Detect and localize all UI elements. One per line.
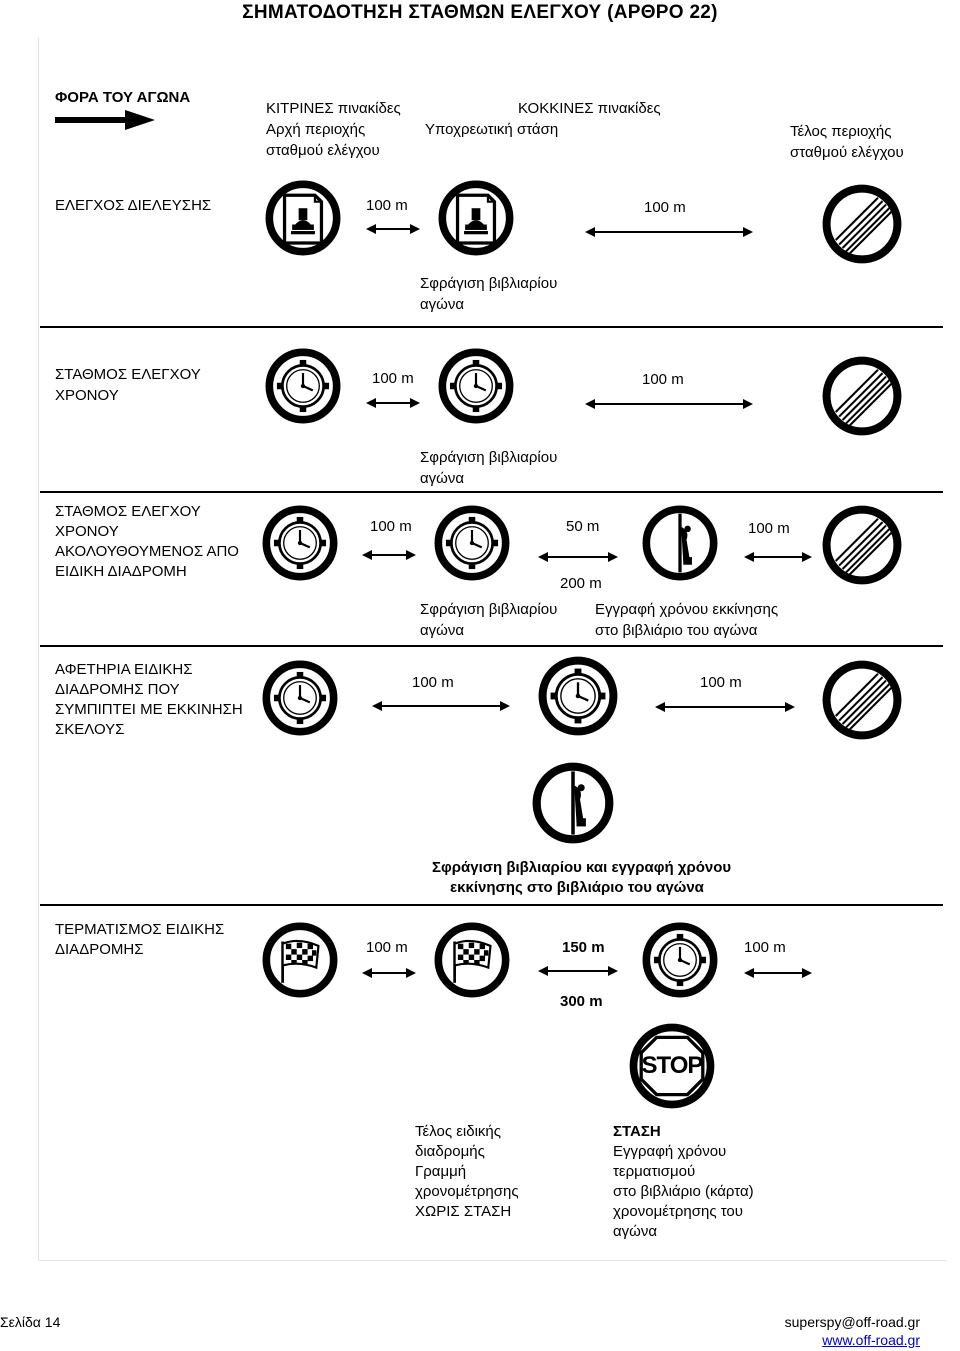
- caption: αγώνα: [420, 470, 465, 487]
- section-label: ΑΦΕΤΗΡΙΑ ΕΙΔΙΚΗΣ: [55, 661, 193, 678]
- section-label: ΔΙΑΔΡΟΜΗΣ: [55, 941, 144, 958]
- footer-website-link[interactable]: www.off-road.gr: [822, 1332, 920, 1348]
- section-label: ΕΛΕΓΧΟΣ ΔΙΕΛΕΥΣΗΣ: [55, 197, 212, 214]
- yellow-signs-label: ΚΙΤΡΙΝΕΣ πινακίδες: [266, 100, 401, 117]
- caption: Τέλος ειδικής: [415, 1123, 501, 1140]
- section-label: ΧΡΟΝΟΥ: [55, 387, 119, 404]
- distance-label: 100 m: [370, 518, 412, 535]
- distance-label: 100 m: [642, 371, 684, 388]
- section-label: ΑΚΟΛΟΥΘΟΥΜΕΝΟΣ ΑΠΟ: [55, 543, 239, 560]
- section-divider: [40, 491, 943, 493]
- distance-label: 100 m: [700, 674, 742, 691]
- end-zone-sign-icon: [822, 505, 902, 585]
- stop-sign-icon: [628, 1022, 716, 1110]
- distance-label: 100 m: [744, 939, 786, 956]
- caption: Γραμμή: [415, 1163, 467, 1180]
- stop-sign-text: STOP: [641, 1052, 703, 1079]
- total-distance-label: 200 m: [560, 575, 602, 592]
- total-distance-label: 300 m: [560, 993, 603, 1010]
- distance-label: 150 m: [562, 939, 605, 956]
- direction-label: ΦΟΡΑ ΤΟΥ ΑΓΩΝΑ: [55, 89, 191, 106]
- section-label: ΣΤΑΘΜΟΣ ΕΛΕΓΧΟΥ: [55, 366, 201, 383]
- flag-person-sign-icon: [642, 505, 718, 581]
- distance-label: 100 m: [748, 520, 790, 537]
- flag-person-sign-icon: [532, 762, 614, 844]
- clock-sign-icon: [642, 922, 718, 998]
- page-number: Σελίδα 14: [0, 1314, 61, 1330]
- double-arrow-icon: [372, 699, 510, 713]
- footer-email: superspy@off-road.gr: [784, 1314, 920, 1330]
- caption: τερματισμού: [613, 1163, 696, 1180]
- clock-sign-icon: [538, 656, 618, 736]
- caption: στο βιβλιάριο (κάρτα): [613, 1183, 754, 1200]
- end-zone-sign-icon: [822, 356, 902, 436]
- distance-label: 100 m: [412, 674, 454, 691]
- caption: Σφράγιση βιβλιαρίου: [420, 449, 558, 466]
- section-divider: [40, 326, 943, 328]
- double-arrow-icon: [366, 396, 420, 410]
- section-divider: [40, 904, 943, 906]
- end-zone-label: σταθμού ελέγχου: [790, 144, 904, 161]
- distance-label: 100 m: [644, 199, 686, 216]
- caption: Σφράγιση βιβλιαρίου: [420, 601, 558, 618]
- caption: στο βιβλιάριο του αγώνα: [595, 622, 758, 639]
- double-arrow-icon: [744, 966, 812, 980]
- distance-label: 50 m: [566, 518, 600, 535]
- caption: χρονομέτρησης: [415, 1183, 519, 1200]
- clock-sign-icon: [262, 505, 338, 581]
- caption: διαδρομής: [415, 1143, 485, 1160]
- direction-arrow-icon: [55, 108, 155, 132]
- caption: αγώνα: [420, 622, 465, 639]
- section-label: ΣΚΕΛΟΥΣ: [55, 721, 125, 738]
- caption: αγώνα: [420, 296, 465, 313]
- distance-label: 100 m: [372, 370, 414, 387]
- section-label: ΧΡΟΝΟΥ: [55, 523, 119, 540]
- caption: Εγγραφή χρόνου: [613, 1143, 727, 1160]
- distance-label: 100 m: [366, 939, 408, 956]
- caption: εκκίνησης στο βιβλιάριο του αγώνα: [450, 879, 704, 896]
- double-arrow-icon: [744, 550, 812, 564]
- caption: χρονομέτρησης του: [613, 1203, 743, 1220]
- yellow-signs-desc: σταθμού ελέγχου: [266, 142, 380, 159]
- stamp-sign-icon: [265, 180, 341, 256]
- double-arrow-icon: [362, 966, 416, 980]
- distance-label: 100 m: [366, 197, 408, 214]
- red-signs-desc: Υποχρεωτική στάση: [425, 121, 559, 138]
- clock-sign-icon: [438, 348, 514, 424]
- clock-sign-icon: [265, 348, 341, 424]
- red-signs-label: ΚΟΚΚΙΝΕΣ πινακίδες: [518, 100, 661, 117]
- double-arrow-icon: [655, 700, 795, 714]
- page-title: ΣΗΜΑΤΟΔΟΤΗΣΗ ΣΤΑΘΜΩΝ ΕΛΕΓΧΟΥ (ΑΡΘΡΟ 22): [242, 2, 718, 23]
- end-zone-label: Τέλος περιοχής: [790, 123, 892, 140]
- caption: Εγγραφή χρόνου εκκίνησης: [595, 601, 779, 618]
- checkered-flag-sign-icon: [262, 922, 338, 998]
- section-divider: [40, 645, 943, 647]
- double-arrow-icon: [366, 222, 420, 236]
- section-label: ΤΕΡΜΑΤΙΣΜΟΣ ΕΙΔΙΚΗΣ: [55, 921, 225, 938]
- double-arrow-icon: [362, 548, 416, 562]
- section-label: ΔΙΑΔΡΟΜΗΣ ΠΟΥ: [55, 681, 180, 698]
- clock-sign-icon: [262, 660, 338, 736]
- yellow-signs-desc: Αρχή περιοχής: [266, 121, 366, 138]
- double-arrow-icon: [538, 550, 618, 564]
- caption: Σφράγιση βιβλιαρίου και εγγραφή χρόνου: [432, 859, 732, 876]
- double-arrow-icon: [538, 964, 618, 978]
- section-label: ΕΙΔΙΚΗ ΔΙΑΔΡΟΜΗ: [55, 563, 187, 580]
- caption: αγώνα: [613, 1223, 658, 1240]
- double-arrow-icon: [585, 397, 753, 411]
- end-zone-sign-icon: [822, 660, 902, 740]
- section-label: ΣΥΜΠΙΠΤΕΙ ΜΕ ΕΚΚΙΝΗΣΗ: [55, 701, 243, 718]
- caption: ΧΩΡΙΣ ΣΤΑΣΗ: [415, 1203, 512, 1220]
- caption: Σφράγιση βιβλιαρίου: [420, 275, 558, 292]
- checkered-flag-sign-icon: [434, 922, 510, 998]
- clock-sign-icon: [434, 505, 510, 581]
- stamp-sign-icon: [438, 180, 514, 256]
- section-label: ΣΤΑΘΜΟΣ ΕΛΕΓΧΟΥ: [55, 503, 201, 520]
- double-arrow-icon: [585, 225, 753, 239]
- caption: ΣΤΑΣΗ: [613, 1123, 661, 1140]
- end-zone-sign-icon: [822, 184, 902, 264]
